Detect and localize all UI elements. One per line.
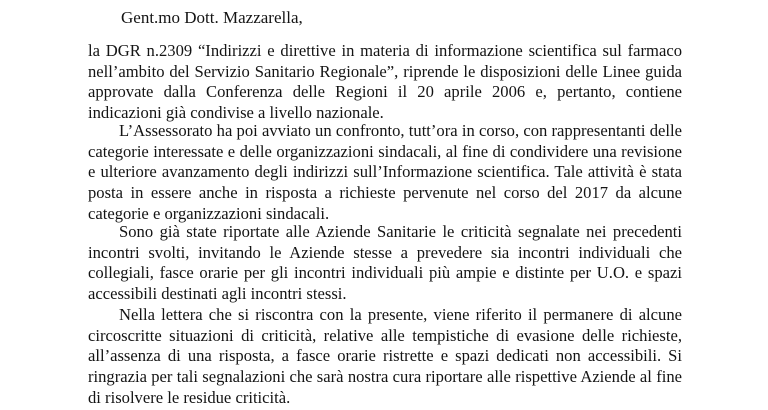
paragraph-aziende: Sono già state riportate alle Aziende Sanitarie le criticità segnalate nei precedenti incontri svolti, invitando le Aziende stesse a prevedere sia incontri individuali che collegiali, fasce orarie per gli incontri individuali più ampie e distinte per U.O. e spazi accessibili destinati agli incontri stessi.	[88, 222, 682, 304]
salutation: Gent.mo Dott. Mazzarella,	[121, 8, 303, 27]
paragraph-assessorato: L’Assessorato ha poi avviato un confronto, tutt’ora in corso, con rappresentanti delle categorie interessate e delle organizzazioni sindacali, al fine di condividere una revisione e ulteriore avanzamento degli indirizzi sull’Informazione scientifica. Tale attività è stata posta in essere anche in risposta a richieste pervenute nel corso del 2017 da alcune categorie e organizzazioni sindacali.	[88, 121, 682, 223]
paragraph-lettera: Nella lettera che si riscontra con la presente, viene riferito il permanere di alcune circoscritte situazioni di criticità, relative alle tempistiche di evasione delle richieste, all’assenza di una risposta, a fasce orarie ristrette e spazi dedicati non accessibili. Si ringrazia per tali segnalazioni che sarà nostra cura riportare alle rispettive Aziende al fine di risolvere le residue criticità.	[88, 305, 682, 407]
paragraph-dgr: la DGR n.2309 “Indirizzi e direttive in materia di informazione scientifica sul farmaco nell’ambito del Servizio Sanitario Regionale”, riprende le disposizioni delle Linee guida approvate dalla Conferenza delle Regioni il 20 aprile 2006 e, pertanto, contiene indicazioni già condivise a livello nazionale.	[88, 41, 682, 123]
